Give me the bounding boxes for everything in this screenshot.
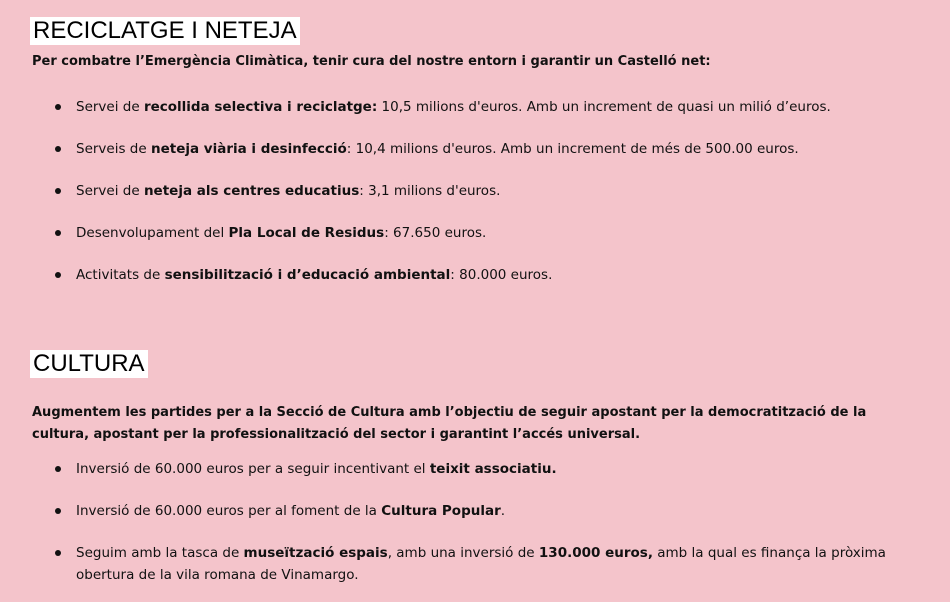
section-title-cultura: CULTURA (30, 350, 148, 378)
section-title-reciclatge: RECICLATGE I NETEJA (30, 17, 300, 45)
section-intro-reciclatge: Per combatre l’Emergència Climàtica, tenir cura del nostre entorn i garantir un Castelló net: (32, 54, 711, 69)
list-item: Activitats de sensibilització i d’educació ambiental: 80.000 euros. (76, 264, 910, 286)
section-intro-cultura: Augmentem les partides per a la Secció de Cultura amb l’objectiu de seguir apostant per la democratització de la cultura, apostant per la professionalització del sector i garantint l’accés universal. (32, 405, 867, 442)
list-item: Inversió de 60.000 euros per a seguir incentivant el teixit associatiu. (76, 458, 910, 480)
list-item: Seguim amb la tasca de museïtzació espais, amb una inversió de 130.000 euros, amb la qual es finança la pròxima obertura de la vila romana de Vinamargo. (76, 542, 910, 586)
list-item: Inversió de 60.000 euros per al foment de la Cultura Popular. (76, 500, 910, 522)
list-item: Servei de neteja als centres educatius: 3,1 milions d'euros. (76, 180, 910, 202)
list-item: Serveis de neteja viària i desinfecció: 10,4 milions d'euros. Amb un increment de més de 500.00 euros. (76, 138, 910, 160)
list-item: Desenvolupament del Pla Local de Residus: 67.650 euros. (76, 222, 910, 244)
list-item: Servei de recollida selectiva i reciclatge: 10,5 milions d'euros. Amb un increment de quasi un milió d’euros. (76, 96, 910, 118)
